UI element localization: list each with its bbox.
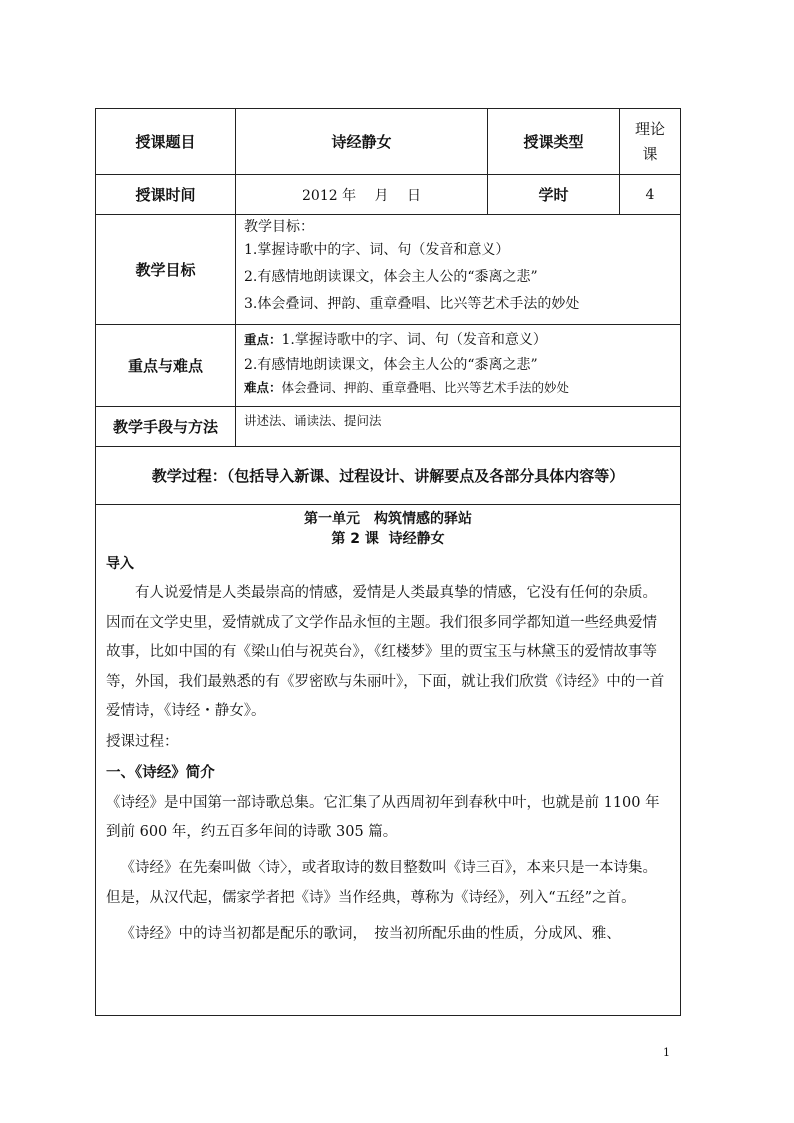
key-label: 重点与难点 [96, 325, 236, 406]
key-list [236, 325, 680, 406]
process-title: 教学过程：（包括导入新课、过程设计、讲解要点及各部分具体内容等） [96, 447, 680, 505]
difficulty-line [244, 378, 680, 398]
paragraph-1: 《诗经》是中国第一部诗歌总集。它汇集了从西周初年到春秋中叶，也就是前 1100 年到前 600 年，约五百多年间的诗歌 305 篇。 [106, 794, 660, 840]
topic-row [96, 109, 680, 175]
goal-item: 1.掌握诗歌中的字、词、句（发音和意义） [244, 242, 510, 258]
method-row [96, 407, 680, 447]
goal-list [236, 215, 680, 324]
intro-heading: 导入 [106, 556, 134, 572]
lesson-title: 第 2 课 诗经静女 [331, 531, 445, 547]
section-heading-1: 一、《诗经》简介 [106, 764, 215, 781]
method-label: 教学手段与方法 [96, 407, 236, 446]
time-row [96, 175, 680, 215]
key-point-line [244, 327, 680, 353]
topic-label: 授课题目 [96, 109, 236, 174]
difficulty-label: 难点： [244, 380, 282, 395]
method-value: 讲述法、诵读法、提问法 [244, 413, 382, 428]
goal-item: 3.体会叠词、押韵、重章叠唱、比兴等艺术手法的妙处 [244, 296, 580, 312]
key-point-text: 1.掌握诗歌中的字、词、句（发音和意义） [281, 332, 547, 348]
key-point-label: 重点： [244, 332, 282, 347]
process-label: 授课过程： [106, 733, 179, 750]
type-label: 授课类型 [488, 109, 620, 174]
time-value: 2012 年 月 日 [236, 175, 488, 214]
paragraph-2: 《诗经》在先秦叫做〈诗〉，或者取诗的数目整数叫《诗三百》，本来只是一本诗集。但是，从汉代起，儒家学者把《诗》当作经典，尊称为《诗经》，列入“五经”之首。 [106, 859, 657, 906]
unit-title: 第一单元 构筑情感的驿站 [304, 511, 472, 527]
goal-row [96, 215, 680, 325]
time-label: 授课时间 [96, 175, 236, 214]
goal-item: 2.有感情地朗读课文，体会主人公的“黍离之悲” [244, 269, 538, 285]
intro-paragraph: 有人说爱情是人类最崇高的情感，爱情是人类最真挚的情感，它没有任何的杂质。因而在文学史里，爱情就成了文学作品永恒的主题。我们很多同学都知道一些经典爱情故事，比如中国的有《梁山伯与祝英台》，《红楼梦》里的贾宝玉与林黛玉的爱情故事等等，外国，我们最熟悉的有《罗密欧与朱丽叶》，下面，就让我们欣赏《诗经》中的一首爱情诗，《诗经・静女》。 [106, 585, 665, 719]
paragraph-3: 《诗经》中的诗当初都是配乐的歌词， 按当初所配乐曲的性质，分成风、雅、 [120, 925, 621, 942]
difficulty-text: 体会叠词、押韵、重章叠唱、比兴等艺术手法的妙处 [281, 380, 570, 395]
goal-heading: 教学目标： [244, 219, 314, 235]
hours-value: 4 [645, 186, 655, 203]
goal-label: 教学目标 [96, 215, 236, 324]
hours-label: 学时 [488, 175, 620, 214]
page-number: 1 [663, 1046, 670, 1059]
topic-value: 诗经静女 [236, 109, 488, 174]
key-point-line-2: 2.有感情地朗读课文，体会主人公的“黍离之悲” [244, 357, 538, 373]
lesson-content [96, 505, 680, 1015]
key-row [96, 325, 680, 407]
lesson-plan-table [95, 108, 681, 1016]
type-value: 理论课 [634, 119, 665, 163]
